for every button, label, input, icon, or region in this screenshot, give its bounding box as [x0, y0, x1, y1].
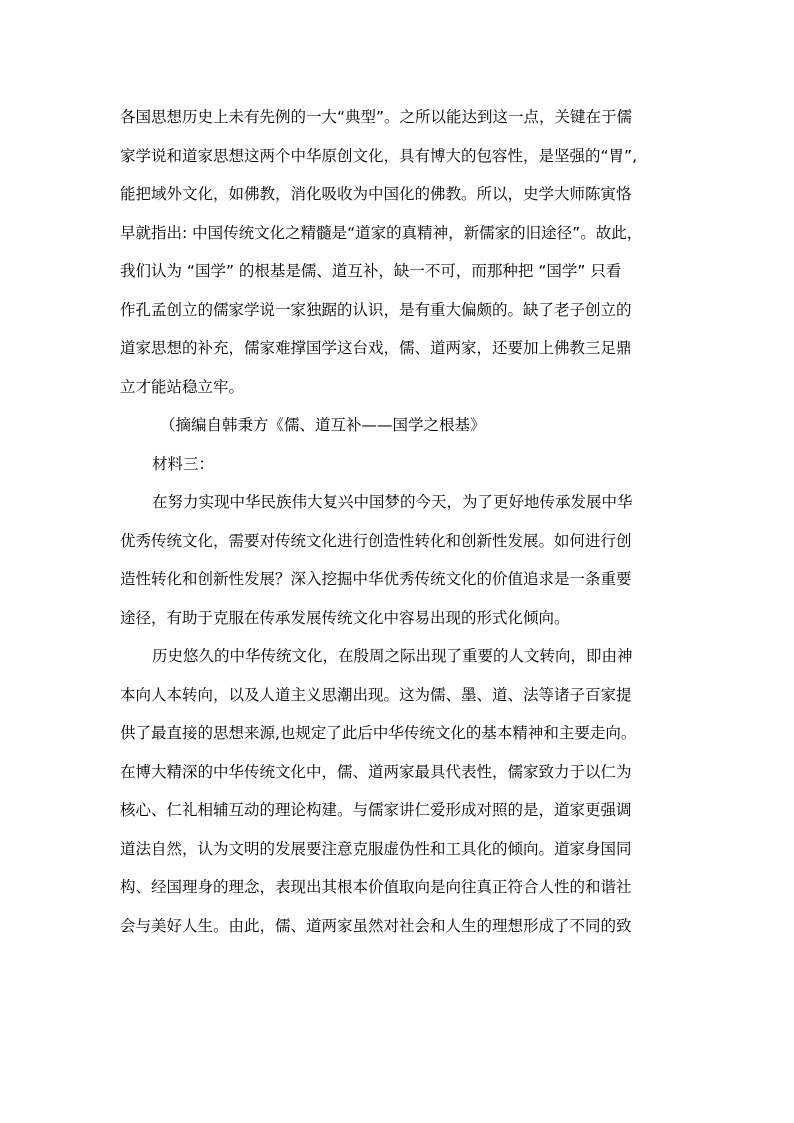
text-line-2: 家学说和道家思想这两个中华原创文化，具有博大的包容性，是坚强的“胃”, [120, 146, 637, 165]
text-line-19: 核心、仁礼相辅互动的理论构建。与儒家讲仁爱形成对照的是，道家更强调 [120, 801, 632, 819]
section-heading: 材料三： [152, 454, 215, 473]
text-line-7: 道家思想的补充，儒家难撑国学这台戏，儒、道两家，还要加上佛教三足鼎 [120, 339, 632, 357]
text-line-13: 造性转化和创新性发展？深入挖掘中华优秀传统文化的价值追求是一条重要 [120, 570, 632, 588]
text-line-4: 早就指出: 中国传统文化之精髓是“道家的真精神，新儒家的旧途径”。故此， [120, 223, 643, 242]
text-line-20: 道法自然，认为文明的发展要注意克服虚伪性和工具化的倾向。道家身国同 [120, 839, 632, 858]
text-line-5: 我们认为 “国学” 的根基是儒、道互补，缺一不可，而那种把 “国学” 只看 [120, 262, 622, 280]
text-line-14: 途径，有助于克服在传承发展传统文化中容易出现的形式化倾向。 [120, 608, 570, 627]
citation-line: （摘编自韩秉方《儒、道互补——国学之根基》 [160, 416, 486, 434]
text-line-15: 历史悠久的中华传统文化，在殷周之际出现了重要的人文转向，即由神 [152, 647, 633, 665]
text-line-6: 作孔孟创立的儒家学说一家独踞的认识，是有重大偏颇的。缺了老子创立的 [120, 300, 632, 319]
text-line-21: 构、经国理身的理念，表现出其根本价值取向是向往真正符合人性的和谐社 [120, 878, 632, 896]
text-line-1: 各国思想历史上未有先例的一大“典型”。之所以能达到这一点，关键在于儒 [120, 108, 633, 126]
text-line-17: 供了最直接的思想来源,也规定了此后中华传统文化的基本精神和主要走向。 [120, 724, 637, 742]
text-line-3: 能把域外文化，如佛教，消化吸收为中国化的佛教。所以，史学大师陈寅恪 [120, 185, 632, 203]
document-body [120, 98, 680, 945]
text-line-16: 本向人本转向，以及人道主义思潮出现。这为儒、墨、道、法等诸子百家提 [120, 685, 632, 704]
text-line-11: 在努力实现中华民族伟大复兴中国梦的今天，为了更好地传承发展中华 [152, 493, 633, 511]
text-line-22: 会与美好人生。由此，儒、道两家虽然对社会和人生的理想形成了不同的致 [120, 916, 632, 935]
text-line-18: 在博大精深的中华传统文化中，儒、道两家最具代表性，儒家致力于以仁为 [120, 762, 632, 781]
text-line-12: 优秀传统文化，需要对传统文化进行创造性转化和创新性发展。如何进行创 [120, 531, 632, 550]
text-line-8: 立才能站稳立牢。 [120, 377, 245, 396]
